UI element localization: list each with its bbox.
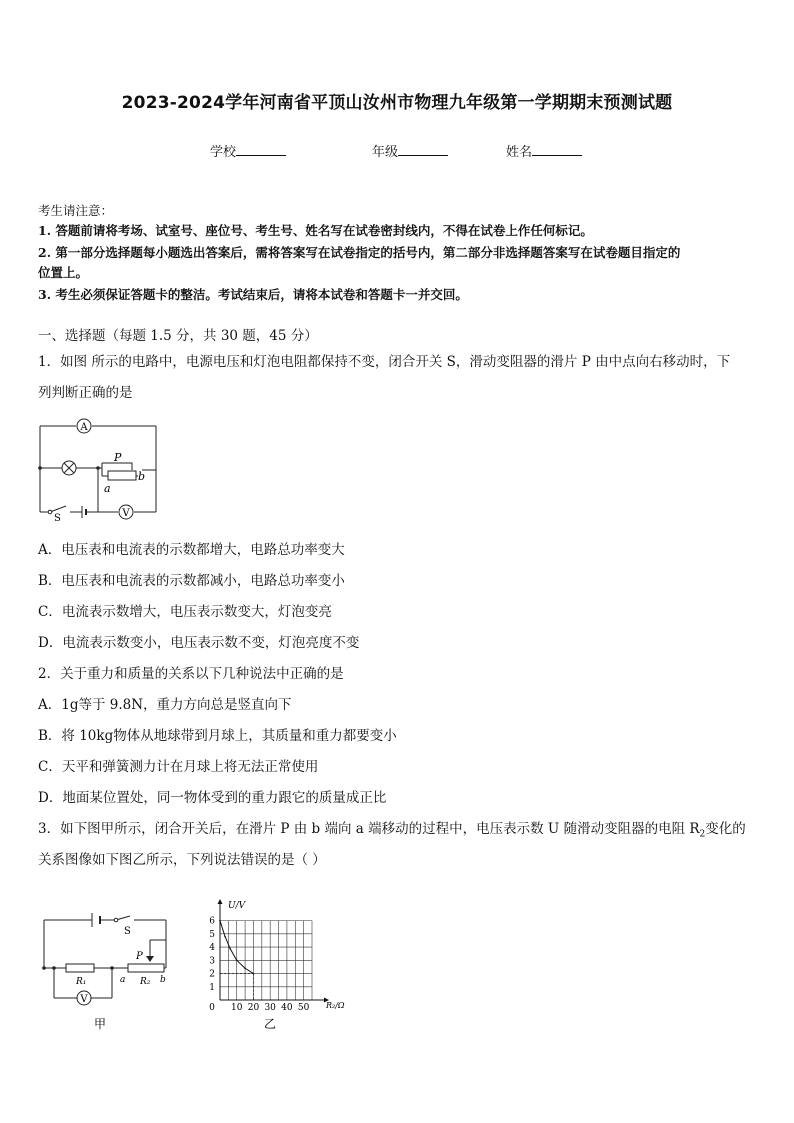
data-point (229, 948, 231, 950)
school-field (210, 141, 286, 160)
q1-option-a[interactable]: A．电压表和电流表的示数都增大，电路总功率变大 (38, 542, 345, 558)
data-point (244, 967, 246, 969)
y-tick-label: 5 (209, 929, 215, 940)
q2-option-d[interactable]: D．地面某位置处，同一物体受到的重力跟它的质量成正比 (38, 790, 387, 806)
x-tick-label: 40 (281, 1003, 293, 1013)
q2-option-b[interactable]: B．将 10kg物体从地球带到月球上，其质量和重力都要变小 (38, 728, 397, 744)
end-b-label: b (160, 975, 166, 985)
data-point (236, 960, 238, 962)
notice-item-2: 2. 第一部分选择题每小题选出答案后，需将答案写在试卷指定的括号内，第二部分非选择题答案写在试卷题目指定的 (38, 245, 681, 260)
y-tick-label: 1 (209, 982, 215, 993)
switch-label: S (124, 926, 131, 937)
end-a-label: a (120, 975, 126, 985)
grade-blank[interactable] (398, 144, 448, 156)
slider-label: P (114, 451, 122, 464)
y-tick-label: 4 (209, 943, 215, 954)
q3-chart (198, 896, 358, 1036)
name-label: 姓名 (506, 145, 533, 160)
q2-option-c[interactable]: C．天平和弹簧测力计在月球上将无法正常使用 (38, 759, 319, 775)
ammeter-label: A (80, 422, 88, 433)
switch-pivot (48, 510, 52, 514)
x-tick-label: 20 (247, 1003, 260, 1013)
grade-field (372, 141, 448, 160)
q3-stem-line1-b: 变化的 (705, 821, 746, 837)
y-tick-label: 3 (209, 956, 215, 967)
switch-pivot (114, 918, 118, 922)
slider-arrowhead (146, 956, 154, 962)
voltmeter-label: V (122, 508, 130, 519)
q3-stem-line2: 关系图像如下图乙所示，下列说法错误的是（ ） (38, 852, 326, 868)
chart-xlabel: R₂/Ω (326, 1001, 345, 1010)
node-dot (42, 966, 46, 970)
x-tick-label: 0 (209, 1003, 215, 1013)
node-dot (110, 966, 114, 970)
school-blank[interactable] (236, 144, 286, 156)
name-blank[interactable] (532, 144, 582, 156)
diagram-caption-jia: 甲 (93, 1017, 107, 1031)
y-tick-label: 2 (209, 969, 215, 980)
node-dot (38, 466, 42, 470)
r2-label: R₂ (140, 977, 151, 987)
notice-item-2-cont: 位置上。 (38, 265, 89, 280)
q2-stem: 2．关于重力和质量的关系以下几种说法中正确的是 (38, 666, 344, 682)
q2-option-a[interactable]: A．1g等于 9.8N，重力方向总是竖直向下 (38, 697, 292, 713)
x-tick-label: 10 (231, 1003, 243, 1013)
chart-ticks (209, 917, 310, 1013)
switch-label: S (54, 513, 61, 524)
notice-item-3: 3. 考生必须保证答题卡的整洁。考试结束后，请将本试卷和答题卡一并交回。 (38, 287, 468, 302)
node-dot (52, 966, 56, 970)
chart-grid (220, 921, 312, 1000)
grade-label: 年级 (372, 145, 399, 160)
notice-heading: 考生请注意： (38, 203, 114, 218)
x-tick-label: 30 (264, 1003, 276, 1013)
node-dot (96, 466, 100, 470)
q3-stem-line1 (38, 821, 746, 843)
q3-circuit-diagram (36, 910, 176, 1034)
voltmeter-label: V (80, 994, 88, 1005)
name-field (506, 141, 582, 160)
q1-circuit-diagram (34, 418, 164, 524)
page-title: 2023-2024学年河南省平顶山汝州市物理九年级第一学期期末预测试题 (121, 93, 673, 113)
notice-item-1: 1. 答题前请将考场、试室号、座位号、考生号、姓名写在试卷密封线内，不得在试卷上作任何标记。 (38, 223, 593, 238)
q1-option-d[interactable]: D．电流表示数变小，电压表示数不变，灯泡亮度不变 (38, 635, 360, 651)
data-point (219, 920, 221, 922)
q1-stem-line1: 1．如图 所示的电路中，电源电压和灯泡电阻都保持不变，闭合开关 S，滑动变阻器的滑片 P 由中点向右移动时，下 (38, 354, 731, 370)
x-tick-label: 50 (297, 1003, 310, 1013)
section-heading: 一、选择题（每题 1.5 分，共 30 题，45 分） (38, 328, 318, 344)
school-label: 学校 (210, 145, 237, 160)
y-axis-arrow (218, 899, 223, 904)
data-point (224, 936, 226, 938)
slider-label: P (136, 951, 143, 962)
q3-stem-line1-a: 3．如下图甲所示，闭合开关后，在滑片 P 由 b 端向 a 端移动的过程中，电压表示数 U 随滑动变阻器的电阻 R (38, 821, 700, 837)
q1-option-c[interactable]: C．电流表示数增大，电压表示数变大，灯泡变亮 (38, 604, 332, 620)
q1-option-b[interactable]: B．电压表和电流表的示数都减小，电路总功率变小 (38, 573, 345, 589)
end-b-label: b (138, 470, 146, 483)
q3-subscript: 2 (699, 829, 706, 840)
y-tick-label: 6 (209, 916, 215, 927)
q1-stem-line2: 列判断正确的是 (38, 385, 133, 401)
chart-ylabel: U/V (228, 901, 246, 911)
r1-label: R₁ (76, 977, 87, 987)
chart-caption-yi: 乙 (263, 1017, 277, 1031)
end-a-label: a (104, 482, 111, 495)
